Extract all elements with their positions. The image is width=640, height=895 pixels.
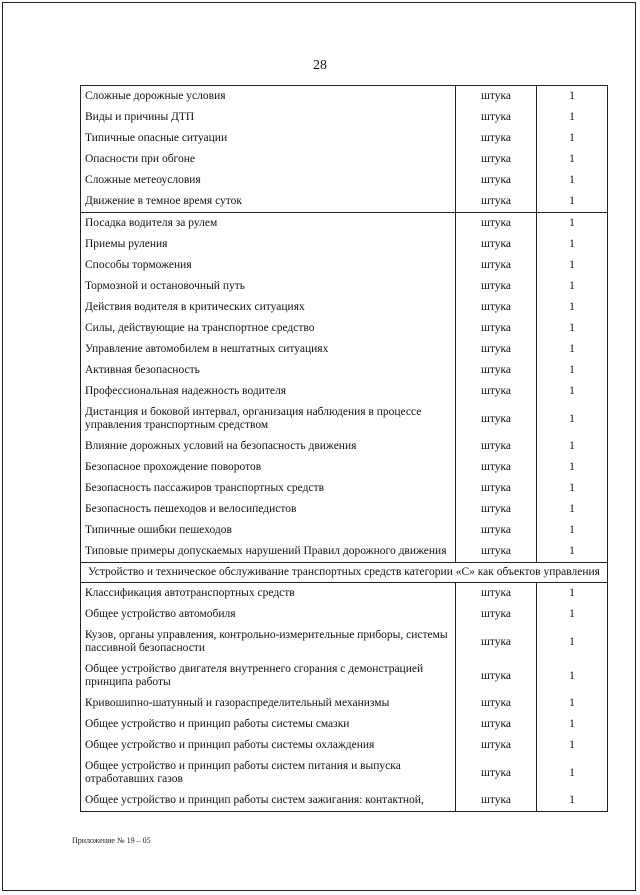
item-name: Безопасное прохождение поворотов	[81, 457, 456, 478]
table-row	[81, 735, 608, 756]
item-name: Приемы руления	[81, 234, 456, 255]
page-number: 28	[313, 58, 327, 73]
item-unit: штука	[456, 520, 537, 541]
item-unit: штука	[456, 276, 537, 297]
item-quantity: 1	[537, 457, 608, 478]
table-row	[81, 213, 608, 235]
item-name: Силы, действующие на транспортное средство	[81, 318, 456, 339]
item-name: Общее устройство автомобиля	[81, 604, 456, 625]
item-quantity: 1	[537, 790, 608, 812]
item-unit: штука	[456, 541, 537, 563]
table-row	[81, 499, 608, 520]
item-quantity: 1	[537, 234, 608, 255]
item-name: Профессиональная надежность водителя	[81, 381, 456, 402]
item-quantity: 1	[537, 659, 608, 693]
item-quantity: 1	[537, 478, 608, 499]
item-name: Влияние дорожных условий на безопасность движения	[81, 436, 456, 457]
table-row	[81, 541, 608, 563]
item-quantity: 1	[537, 625, 608, 659]
item-name: Опасности при обгоне	[81, 149, 456, 170]
item-quantity: 1	[537, 756, 608, 790]
table-row	[81, 583, 608, 605]
item-quantity: 1	[537, 213, 608, 235]
item-name: Тормозной и остановочный путь	[81, 276, 456, 297]
item-quantity: 1	[537, 339, 608, 360]
item-quantity: 1	[537, 381, 608, 402]
table-row	[81, 714, 608, 735]
item-unit: штука	[456, 735, 537, 756]
table-row	[81, 191, 608, 213]
item-name: Безопасность пешеходов и велосипедистов	[81, 499, 456, 520]
item-quantity: 1	[537, 360, 608, 381]
item-quantity: 1	[537, 191, 608, 213]
table-row	[81, 339, 608, 360]
item-quantity: 1	[537, 170, 608, 191]
item-unit: штука	[456, 499, 537, 520]
item-quantity: 1	[537, 735, 608, 756]
table-row	[81, 659, 608, 693]
section-heading-row	[81, 563, 608, 583]
table-row	[81, 693, 608, 714]
table-row	[81, 381, 608, 402]
item-quantity: 1	[537, 499, 608, 520]
item-name: Типичные опасные ситуации	[81, 128, 456, 149]
table-row	[81, 625, 608, 659]
item-unit: штука	[456, 790, 537, 812]
item-quantity: 1	[537, 318, 608, 339]
item-unit: штука	[456, 381, 537, 402]
item-name: Общее устройство и принцип работы системы смазки	[81, 714, 456, 735]
item-unit: штука	[456, 457, 537, 478]
item-name: Кузов, органы управления, контрольно-измерительные приборы, системы пассивной безопасности	[81, 625, 456, 659]
item-unit: штука	[456, 625, 537, 659]
item-name: Виды и причины ДТП	[81, 107, 456, 128]
item-unit: штука	[456, 318, 537, 339]
item-unit: штука	[456, 714, 537, 735]
item-name: Сложные метеоусловия	[81, 170, 456, 191]
item-name: Безопасность пассажиров транспортных средств	[81, 478, 456, 499]
item-unit: штука	[456, 693, 537, 714]
item-name: Активная безопасность	[81, 360, 456, 381]
item-unit: штука	[456, 213, 537, 235]
item-unit: штука	[456, 360, 537, 381]
footer-note: Приложение № 19 – 05	[72, 836, 151, 845]
item-name: Сложные дорожные условия	[81, 86, 456, 108]
item-unit: штука	[456, 402, 537, 436]
table-row	[81, 149, 608, 170]
item-name: Классификация автотранспортных средств	[81, 583, 456, 605]
section-heading: Устройство и техническое обслуживание транспортных средств категории «С» как объектов управления	[81, 563, 608, 583]
item-name: Действия водителя в критических ситуациях	[81, 297, 456, 318]
item-quantity: 1	[537, 149, 608, 170]
item-unit: штука	[456, 191, 537, 213]
item-unit: штука	[456, 149, 537, 170]
item-unit: штука	[456, 436, 537, 457]
item-name: Общее устройство двигателя внутреннего сгорания с демонстрацией принципа работы	[81, 659, 456, 693]
table-row	[81, 234, 608, 255]
table-group-1	[81, 86, 608, 213]
item-unit: штука	[456, 170, 537, 191]
table-row	[81, 520, 608, 541]
equipment-table	[80, 85, 608, 812]
item-quantity: 1	[537, 520, 608, 541]
item-quantity: 1	[537, 276, 608, 297]
item-unit: штука	[456, 234, 537, 255]
item-unit: штука	[456, 583, 537, 605]
item-name: Движение в темное время суток	[81, 191, 456, 213]
table-group-2	[81, 213, 608, 563]
table-row	[81, 790, 608, 812]
item-name: Кривошипно-шатунный и газораспределительный механизмы	[81, 693, 456, 714]
table-row	[81, 436, 608, 457]
table-row	[81, 756, 608, 790]
table-row	[81, 170, 608, 191]
item-quantity: 1	[537, 693, 608, 714]
item-quantity: 1	[537, 402, 608, 436]
item-unit: штука	[456, 107, 537, 128]
item-quantity: 1	[537, 297, 608, 318]
table-row	[81, 318, 608, 339]
item-quantity: 1	[537, 107, 608, 128]
item-unit: штука	[456, 756, 537, 790]
item-unit: штука	[456, 659, 537, 693]
item-name: Управление автомобилем в нештатных ситуациях	[81, 339, 456, 360]
table-row	[81, 128, 608, 149]
item-quantity: 1	[537, 128, 608, 149]
item-quantity: 1	[537, 86, 608, 108]
item-quantity: 1	[537, 604, 608, 625]
item-name: Способы торможения	[81, 255, 456, 276]
item-unit: штука	[456, 478, 537, 499]
table-row	[81, 107, 608, 128]
item-quantity: 1	[537, 583, 608, 605]
table-row	[81, 360, 608, 381]
item-name: Общее устройство и принцип работы систем зажигания: контактной,	[81, 790, 456, 812]
item-quantity: 1	[537, 436, 608, 457]
item-name: Общее устройство и принцип работы систем питания и выпуска отработавших газов	[81, 756, 456, 790]
table-row	[81, 297, 608, 318]
item-unit: штука	[456, 604, 537, 625]
table-row	[81, 402, 608, 436]
table-row	[81, 255, 608, 276]
item-unit: штука	[456, 128, 537, 149]
item-unit: штука	[456, 86, 537, 108]
item-name: Посадка водителя за рулем	[81, 213, 456, 235]
item-unit: штука	[456, 297, 537, 318]
section-heading-body	[81, 563, 608, 583]
table-row	[81, 86, 608, 108]
table-group-3	[81, 583, 608, 812]
item-quantity: 1	[537, 714, 608, 735]
table-row	[81, 478, 608, 499]
item-unit: штука	[456, 255, 537, 276]
item-quantity: 1	[537, 255, 608, 276]
table-row	[81, 457, 608, 478]
item-name: Общее устройство и принцип работы системы охлаждения	[81, 735, 456, 756]
item-name: Типичные ошибки пешеходов	[81, 520, 456, 541]
table-row	[81, 604, 608, 625]
table-row	[81, 276, 608, 297]
item-quantity: 1	[537, 541, 608, 563]
item-unit: штука	[456, 339, 537, 360]
item-name: Типовые примеры допускаемых нарушений Правил дорожного движения	[81, 541, 456, 563]
item-name: Дистанция и боковой интервал, организация наблюдения в процессе управления транспортным средством	[81, 402, 456, 436]
